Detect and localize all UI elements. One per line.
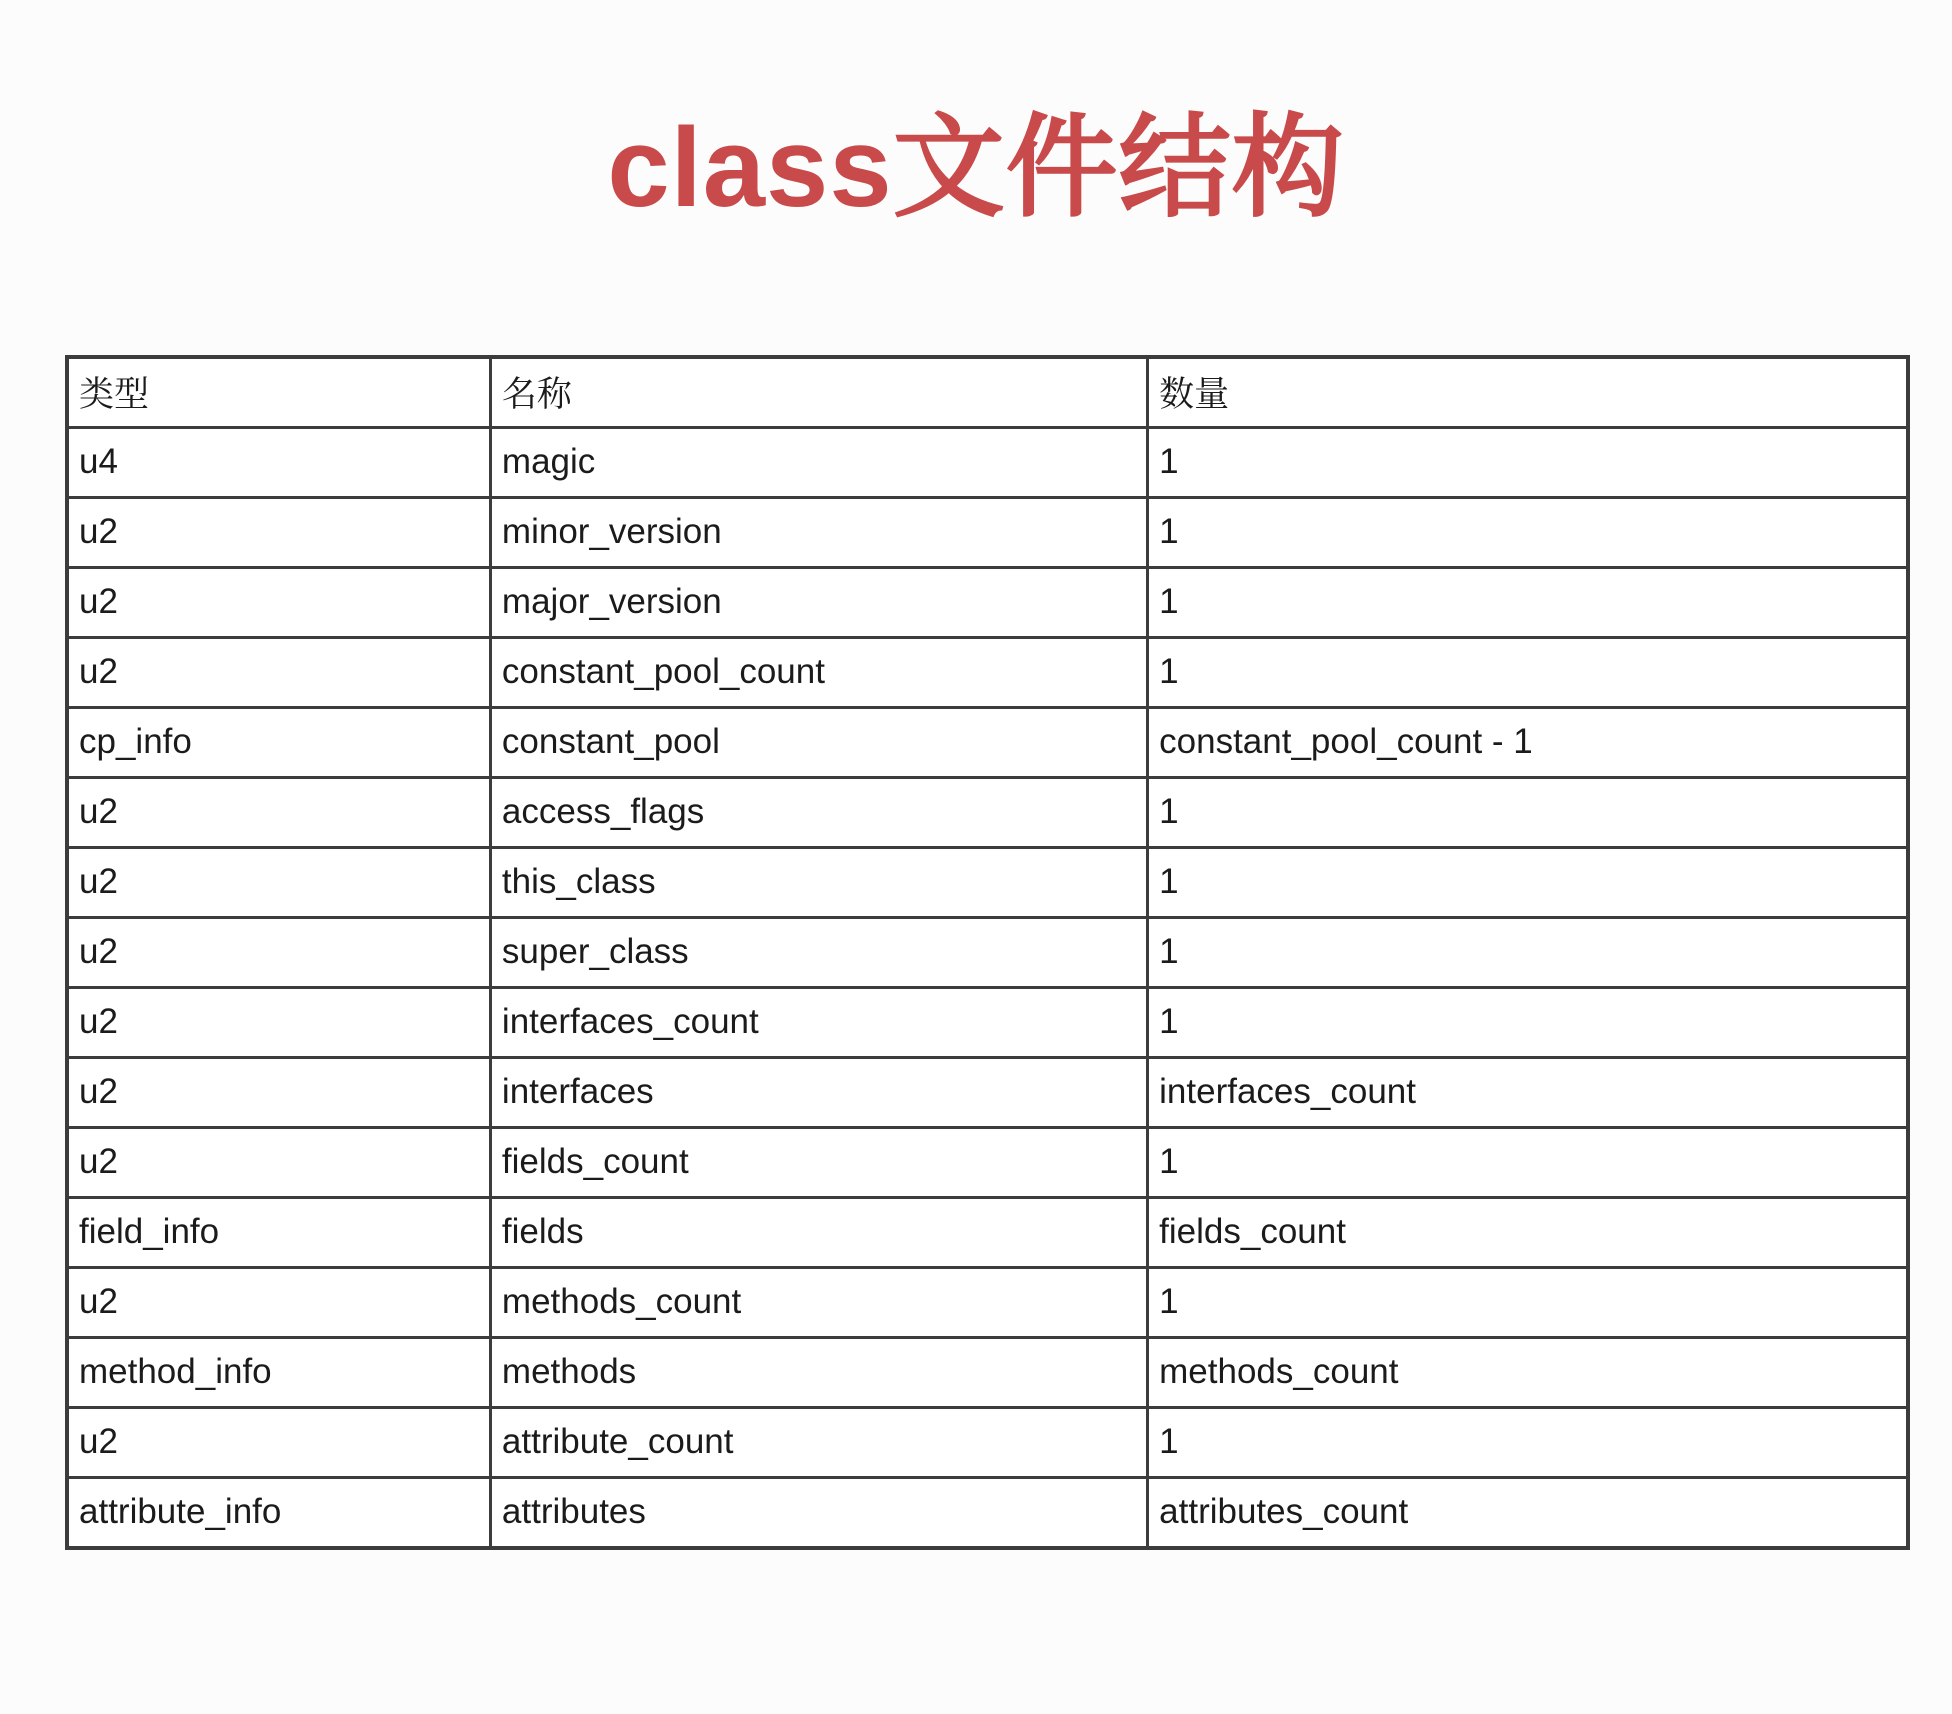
cell-type: u2 [67,1057,490,1127]
table-row [67,497,1908,567]
cell-count: interfaces_count [1148,1057,1908,1127]
cell-count: 1 [1148,777,1908,847]
cell-name: minor_version [490,497,1147,567]
table-row [67,1197,1908,1267]
cell-name: attribute_count [490,1407,1147,1477]
table-row [67,1127,1908,1197]
cell-count: 1 [1148,987,1908,1057]
header-type: 类型 [67,357,490,428]
cell-count: constant_pool_count - 1 [1148,707,1908,777]
cell-type: u2 [67,987,490,1057]
cell-count: 1 [1148,497,1908,567]
cell-type: u2 [67,1267,490,1337]
table-body [67,427,1908,1548]
header-count: 数量 [1148,357,1908,428]
cell-count: 1 [1148,637,1908,707]
cell-type: u2 [67,777,490,847]
cell-type: u2 [67,1407,490,1477]
cell-name: interfaces_count [490,987,1147,1057]
table-row [67,637,1908,707]
cell-type: u4 [67,427,490,497]
cell-name: constant_pool_count [490,637,1147,707]
cell-type: u2 [67,847,490,917]
cell-name: major_version [490,567,1147,637]
cell-name: constant_pool [490,707,1147,777]
cell-type: cp_info [67,707,490,777]
page-title: class文件结构 [607,105,1345,230]
header-name: 名称 [490,357,1147,428]
cell-name: access_flags [490,777,1147,847]
table-row [67,1267,1908,1337]
table-row [67,1057,1908,1127]
cell-name: attributes [490,1477,1147,1548]
cell-count: methods_count [1148,1337,1908,1407]
cell-count: attributes_count [1148,1477,1908,1548]
cell-count: 1 [1148,427,1908,497]
cell-name: methods [490,1337,1147,1407]
cell-type: method_info [67,1337,490,1407]
table-row [67,917,1908,987]
cell-type: u2 [67,567,490,637]
cell-type: field_info [67,1197,490,1267]
cell-name: interfaces [490,1057,1147,1127]
table-row [67,567,1908,637]
table-row [67,427,1908,497]
cell-name: fields [490,1197,1147,1267]
table-row [67,847,1908,917]
cell-count: 1 [1148,1127,1908,1197]
cell-type: u2 [67,917,490,987]
cell-count: 1 [1148,917,1908,987]
cell-type: u2 [67,1127,490,1197]
cell-name: fields_count [490,1127,1147,1197]
cell-count: 1 [1148,1407,1908,1477]
table-row [67,1477,1908,1548]
cell-name: methods_count [490,1267,1147,1337]
cell-name: super_class [490,917,1147,987]
table-row [67,987,1908,1057]
cell-type: attribute_info [67,1477,490,1548]
class-file-structure-table [65,355,1910,1550]
table-row [67,1337,1908,1407]
cell-count: 1 [1148,1267,1908,1337]
table-row [67,1407,1908,1477]
cell-name: this_class [490,847,1147,917]
table-header-row [67,357,1908,428]
title-area [0,104,1952,233]
cell-type: u2 [67,497,490,567]
cell-type: u2 [67,637,490,707]
table-row [67,707,1908,777]
cell-count: 1 [1148,567,1908,637]
cell-name: magic [490,427,1147,497]
cell-count: fields_count [1148,1197,1908,1267]
cell-count: 1 [1148,847,1908,917]
table-row [67,777,1908,847]
